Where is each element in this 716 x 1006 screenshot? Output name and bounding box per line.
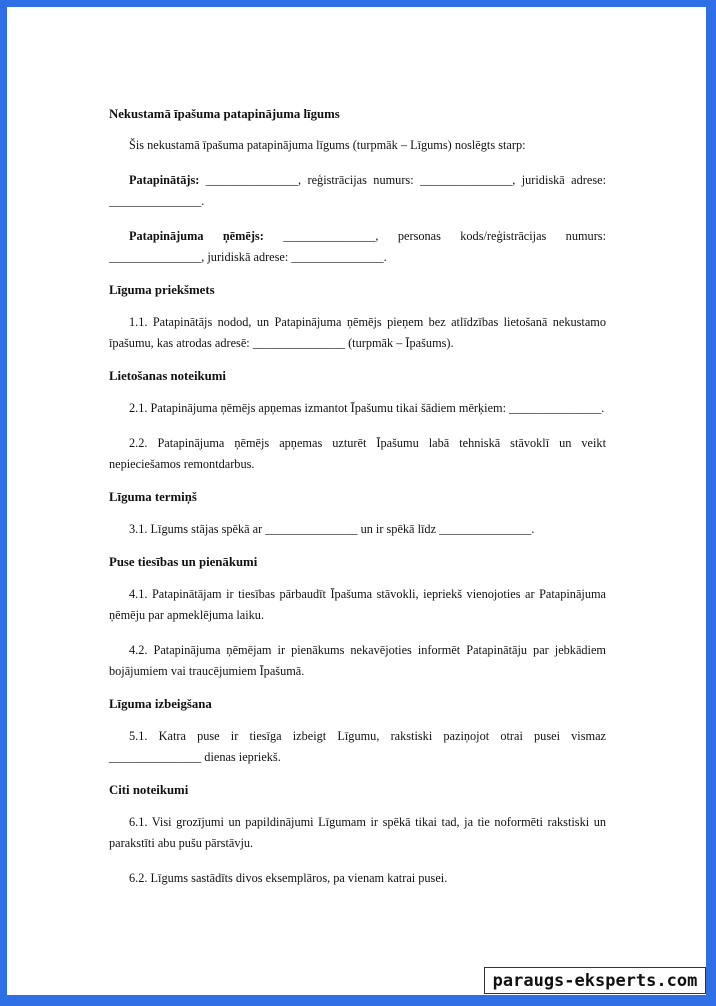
clause-paragraph: 6.1. Visi grozījumi un papildinājumi Līgumam ir spēkā tikai tad, ja tie noformēti rakstiski un parakstīti abu pušu pārstāvju.	[109, 815, 606, 850]
party2-paragraph	[109, 226, 606, 268]
clause-paragraph: 2.2. Patapinājuma ņēmējs apņemas uzturēt Īpašumu labā tehniskā stāvoklī un veikt nepieciešamos remontdarbus.	[109, 436, 606, 471]
party1-paragraph	[109, 170, 606, 212]
clause-paragraph: 1.1. Patapinātājs nodod, un Patapinājuma ņēmējs pieņem bez atlīdzības lietošanā nekustamo īpašumu, kas atrodas adresē: _______________ (turpmāk – Īpašums).	[109, 315, 606, 350]
clause-paragraph: 2.1. Patapinājuma ņēmējs apņemas izmantot Īpašumu tikai šādiem mērķiem: _______________.	[129, 401, 605, 415]
section-heading: Lietošanas noteikumi	[109, 369, 226, 383]
section-heading: Līguma priekšmets	[109, 283, 215, 297]
section-heading: Citi noteikumi	[109, 783, 189, 797]
watermark-badge: paraugs-eksperts.com	[484, 967, 706, 994]
clause-paragraph: 4.2. Patapinājuma ņēmējam ir pienākums nekavējoties informēt Patapinātāju par jebkādiem bojājumiem vai traucējumiem Īpašumā.	[109, 643, 606, 678]
clause-paragraph: 3.1. Līgums stājas spēkā ar _______________ un ir spēkā līdz _______________.	[129, 522, 535, 536]
clause-paragraph: 5.1. Katra puse ir tiesīga izbeigt Līgumu, rakstiski paziņojot otrai pusei vismaz _______________ dienas iepriekš.	[109, 729, 606, 764]
party2-details: _______________, personas kods/reģistrācijas numurs: _______________, juridiskā adrese: _______________.	[109, 229, 606, 264]
document-page	[7, 7, 706, 995]
document-content	[109, 106, 606, 903]
clause-paragraph: 4.1. Patapinātājam ir tiesības pārbaudīt Īpašuma stāvokli, iepriekš vienojoties ar Patapinājuma ņēmēju par apmeklējuma laiku.	[109, 587, 606, 622]
party1-label: Patapinātājs:	[129, 173, 200, 187]
intro-paragraph: Šis nekustamā īpašuma patapinājuma līgums (turpmāk – Līgums) noslēgts starp:	[129, 138, 526, 152]
party1-details: _______________, reģistrācijas numurs: _______________, juridiskā adrese: _______________.	[109, 173, 606, 208]
party2-label: Patapinājuma ņēmējs:	[129, 229, 264, 243]
clause-paragraph: 6.2. Līgums sastādīts divos eksemplāros, pa vienam katrai pusei.	[129, 871, 448, 885]
section-heading: Līguma termiņš	[109, 490, 197, 504]
section-heading: Puse tiesības un pienākumi	[109, 555, 258, 569]
document-title: Nekustamā īpašuma patapinājuma līgums	[109, 107, 340, 121]
section-heading: Līguma izbeigšana	[109, 697, 212, 711]
